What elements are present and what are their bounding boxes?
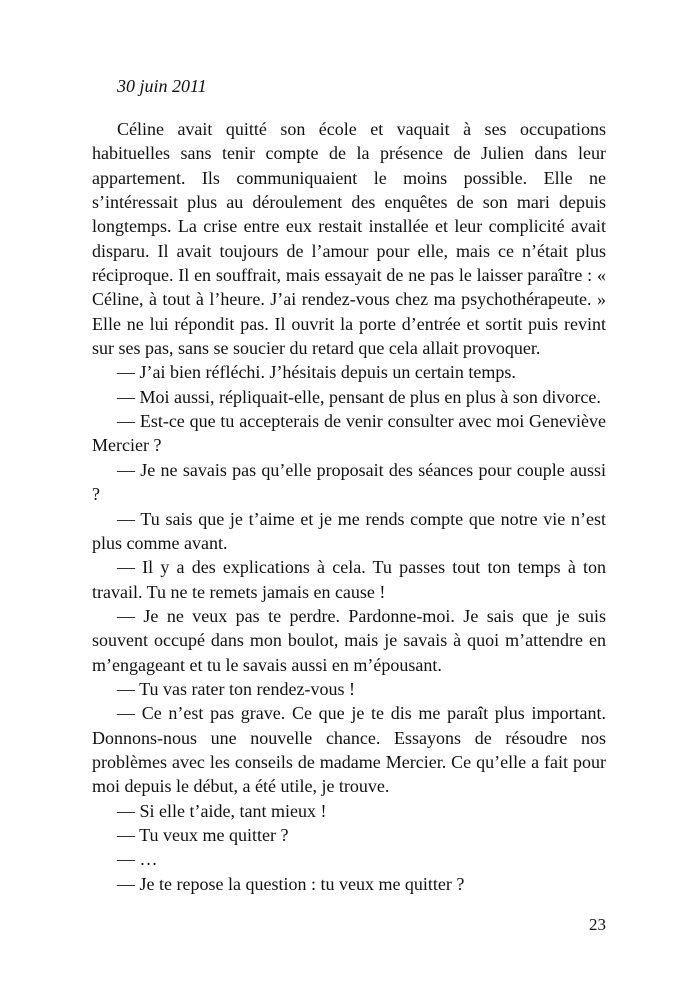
dialogue-line: — …	[117, 849, 158, 870]
page-number: 23	[589, 915, 606, 934]
dialogue-line: — Moi aussi, répliquait-elle, pensant de plus en plus à son divorce.	[117, 386, 601, 407]
dialogue-line: — Tu vas rater ton rendez-vous !	[117, 678, 355, 699]
dialogue-line: — J’ai bien réfléchi. J’hésitais depuis un certain temps.	[117, 362, 516, 383]
body-text	[92, 117, 606, 896]
dialogue-line: — Tu sais que je t’aime et je me rends compte que notre vie n’est plus comme avant.	[92, 508, 606, 553]
dialogue-line: — Tu veux me quitter ?	[117, 824, 289, 845]
chapter-date: 30 juin 2011	[117, 76, 207, 96]
dialogue-line: — Je ne savais pas qu’elle proposait des séances pour couple aussi ?	[92, 459, 606, 505]
dialogue-line: — Je ne veux pas te perdre. Pardonne-moi. Je sais que je suis souvent occupé dans mon boulot, mais je savais à quoi m’attendre en m’engageant et tu le savais aussi en m’épousant.	[92, 605, 606, 675]
dialogue-line: — Si elle t’aide, tant mieux !	[117, 800, 327, 821]
narrative-paragraph: Céline avait quitté son école et vaquait à ses occupations habituelles sans tenir compte de la présence de Julien dans leur appartement. Ils communiquaient le moins possible. Elle ne s’intéressait plus au déroulement des enquêtes de son mari depuis longtemps. La crise entre eux restait installée et leur complicité avait disparu. Il avait toujours de l’amour pour elle, mais ce n’était plus réciproque. Il en souffrait, mais essayait de ne pas le laisser paraître : « Céline, à tout à l’heure. J’ai rendez-vous chez ma psychothérapeute. » Elle ne lui répondit pas. Il ouvrit la porte d’entrée et sortit puis revint sur ses pas, sans se soucier du retard que cela allait provoquer.	[92, 119, 606, 359]
dialogue-line: — Ce n’est pas grave. Ce que je te dis me paraît plus important. Donnons-nous une nouvelle chance. Essayons de résoudre nos problèmes avec les conseils de madame Mercier. Ce qu’elle a fait pour moi depuis le début, a été utile, je trouve.	[92, 703, 606, 797]
dialogue-line: — Est-ce que tu accepterais de venir consulter avec moi Geneviève Mercier ?	[92, 411, 606, 456]
dialogue-line: — Je te repose la question : tu veux me quitter ?	[117, 873, 465, 894]
dialogue-line: — Il y a des explications à cela. Tu passes tout ton temps à ton travail. Tu ne te remets jamais en cause !	[92, 557, 606, 602]
